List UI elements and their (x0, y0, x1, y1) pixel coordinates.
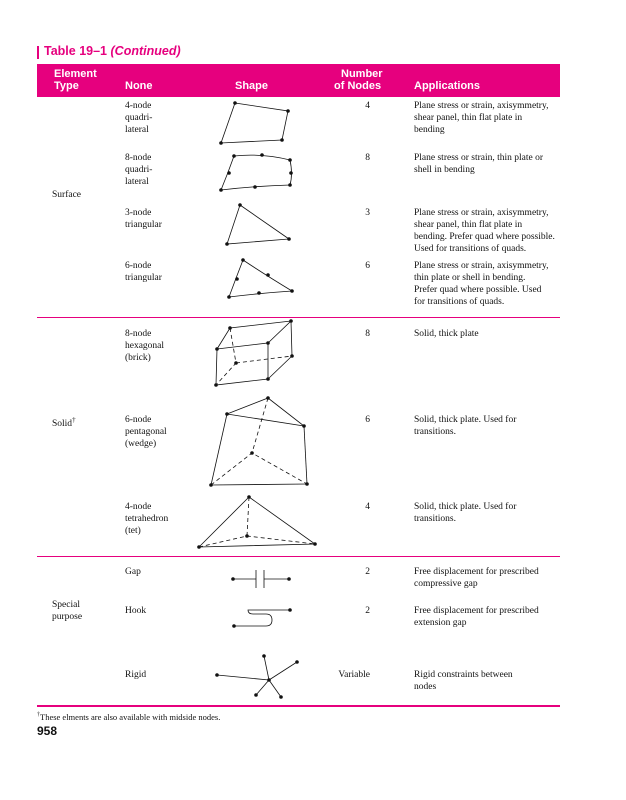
row-7-app-1: Free displacement for prescribed (414, 567, 539, 577)
row-0-app-2: shear panel, thin flat plate in (414, 113, 523, 123)
row-1-name-3: lateral (125, 177, 149, 187)
row-4-name-2: hexagonal (125, 341, 165, 351)
gap-shape (233, 570, 289, 588)
row-6-name-3: (tet) (125, 526, 141, 536)
tri3-shape (227, 205, 289, 244)
row-5-app-2: transitions. (414, 427, 456, 437)
row-3-name-1: 6-node (125, 261, 152, 271)
rigid-shape (217, 656, 297, 697)
col-nodes-2: of Nodes (334, 80, 382, 92)
row-5-name-3: (wedge) (125, 439, 157, 449)
row-9-nodes: Variable (338, 670, 370, 680)
col-element-type-2: Type (54, 80, 79, 92)
row-2-app-2: shear panel, thin flat plate in (414, 220, 523, 230)
node-dots (197, 101, 317, 699)
group-special-1: Special (52, 600, 80, 610)
row-0-name-1: 4-node (125, 101, 152, 111)
row-3-app-2: thin plate or shell in bending. (414, 273, 526, 283)
row-7-app-2: compressive gap (414, 579, 478, 589)
quad4-shape (221, 103, 288, 143)
footnote (37, 712, 220, 722)
row-0-name-2: quadri- (125, 113, 153, 123)
col-nodes-1: Number (341, 68, 383, 80)
row-0-app-3: bending (414, 125, 445, 135)
table-continued: (Continued) (110, 44, 181, 58)
brick-shape (216, 321, 292, 385)
row-3-name-2: triangular (125, 273, 162, 283)
group-surface: Surface (52, 190, 82, 200)
row-1-app-1: Plane stress or strain, thin plate or (414, 153, 544, 163)
row-7-name: Gap (125, 567, 141, 577)
group-solid-mark: † (72, 416, 76, 424)
footnote-text: These elments are also available with midside nodes. (40, 712, 221, 722)
group-solid-label: Solid (52, 419, 73, 430)
row-2-app-3: bending. Prefer quad where possible. (414, 232, 555, 242)
col-element-type-1: Element (54, 68, 97, 80)
row-6-name-1: 4-node (125, 502, 152, 512)
row-5-name-2: pentagonal (125, 427, 167, 437)
row-4-name-3: (brick) (125, 353, 151, 363)
row-5-app-1: Solid, thick plate. Used for (414, 415, 517, 425)
row-6-nodes: 4 (365, 502, 370, 512)
row-2-app-4: Used for transitions of quads. (414, 244, 527, 254)
row-7-nodes: 2 (365, 567, 370, 577)
row-4-nodes: 8 (365, 329, 370, 339)
row-8-app-1: Free displacement for prescribed (414, 606, 539, 616)
row-6-app-2: transitions. (414, 514, 456, 524)
hook-shape (234, 610, 290, 626)
row-9-app-1: Rigid constraints between (414, 670, 513, 680)
page-number: 958 (37, 724, 58, 738)
row-1-name-1: 8-node (125, 153, 152, 163)
footnote-mark: † (37, 712, 40, 719)
col-none: None (125, 80, 153, 92)
row-1-app-2: shell in bending (414, 165, 475, 175)
row-3-app-1: Plane stress or strain, axisymmetry, (414, 261, 549, 271)
wedge-shape (211, 398, 307, 485)
tet-shape (199, 497, 315, 547)
quad8-shape (221, 155, 292, 190)
row-5-nodes: 6 (365, 415, 370, 425)
col-applications: Applications (414, 80, 481, 92)
row-0-name-3: lateral (125, 125, 149, 135)
row-0-nodes: 4 (365, 101, 370, 111)
row-2-app-1: Plane stress or strain, axisymmetry, (414, 208, 549, 218)
row-9-name: Rigid (125, 670, 147, 680)
col-shape: Shape (235, 80, 269, 92)
row-4-app-1: Solid, thick plate (414, 329, 479, 339)
row-3-app-4: for transitions of quads. (414, 297, 505, 307)
row-8-nodes: 2 (365, 606, 370, 616)
row-4-name-1: 8-node (125, 329, 152, 339)
row-8-name: Hook (125, 606, 147, 616)
row-9-app-2: nodes (414, 682, 437, 692)
row-6-app-1: Solid, thick plate. Used for (414, 502, 517, 512)
row-2-name-1: 3-node (125, 208, 152, 218)
row-1-name-2: quadri- (125, 165, 153, 175)
group-special-2: purpose (52, 612, 83, 622)
table-label: Table 19–1 (44, 44, 108, 58)
row-8-app-2: extension gap (414, 618, 467, 628)
row-5-name-1: 6-node (125, 415, 152, 425)
row-3-nodes: 6 (365, 261, 370, 271)
row-6-name-2: tetrahedron (125, 514, 169, 524)
row-0-app-1: Plane stress or strain, axisymmetry, (414, 101, 549, 111)
row-2-name-2: triangular (125, 220, 162, 230)
row-1-nodes: 8 (365, 153, 370, 163)
row-2-nodes: 3 (365, 208, 370, 218)
row-3-app-3: Prefer quad where possible. Used (414, 285, 542, 295)
